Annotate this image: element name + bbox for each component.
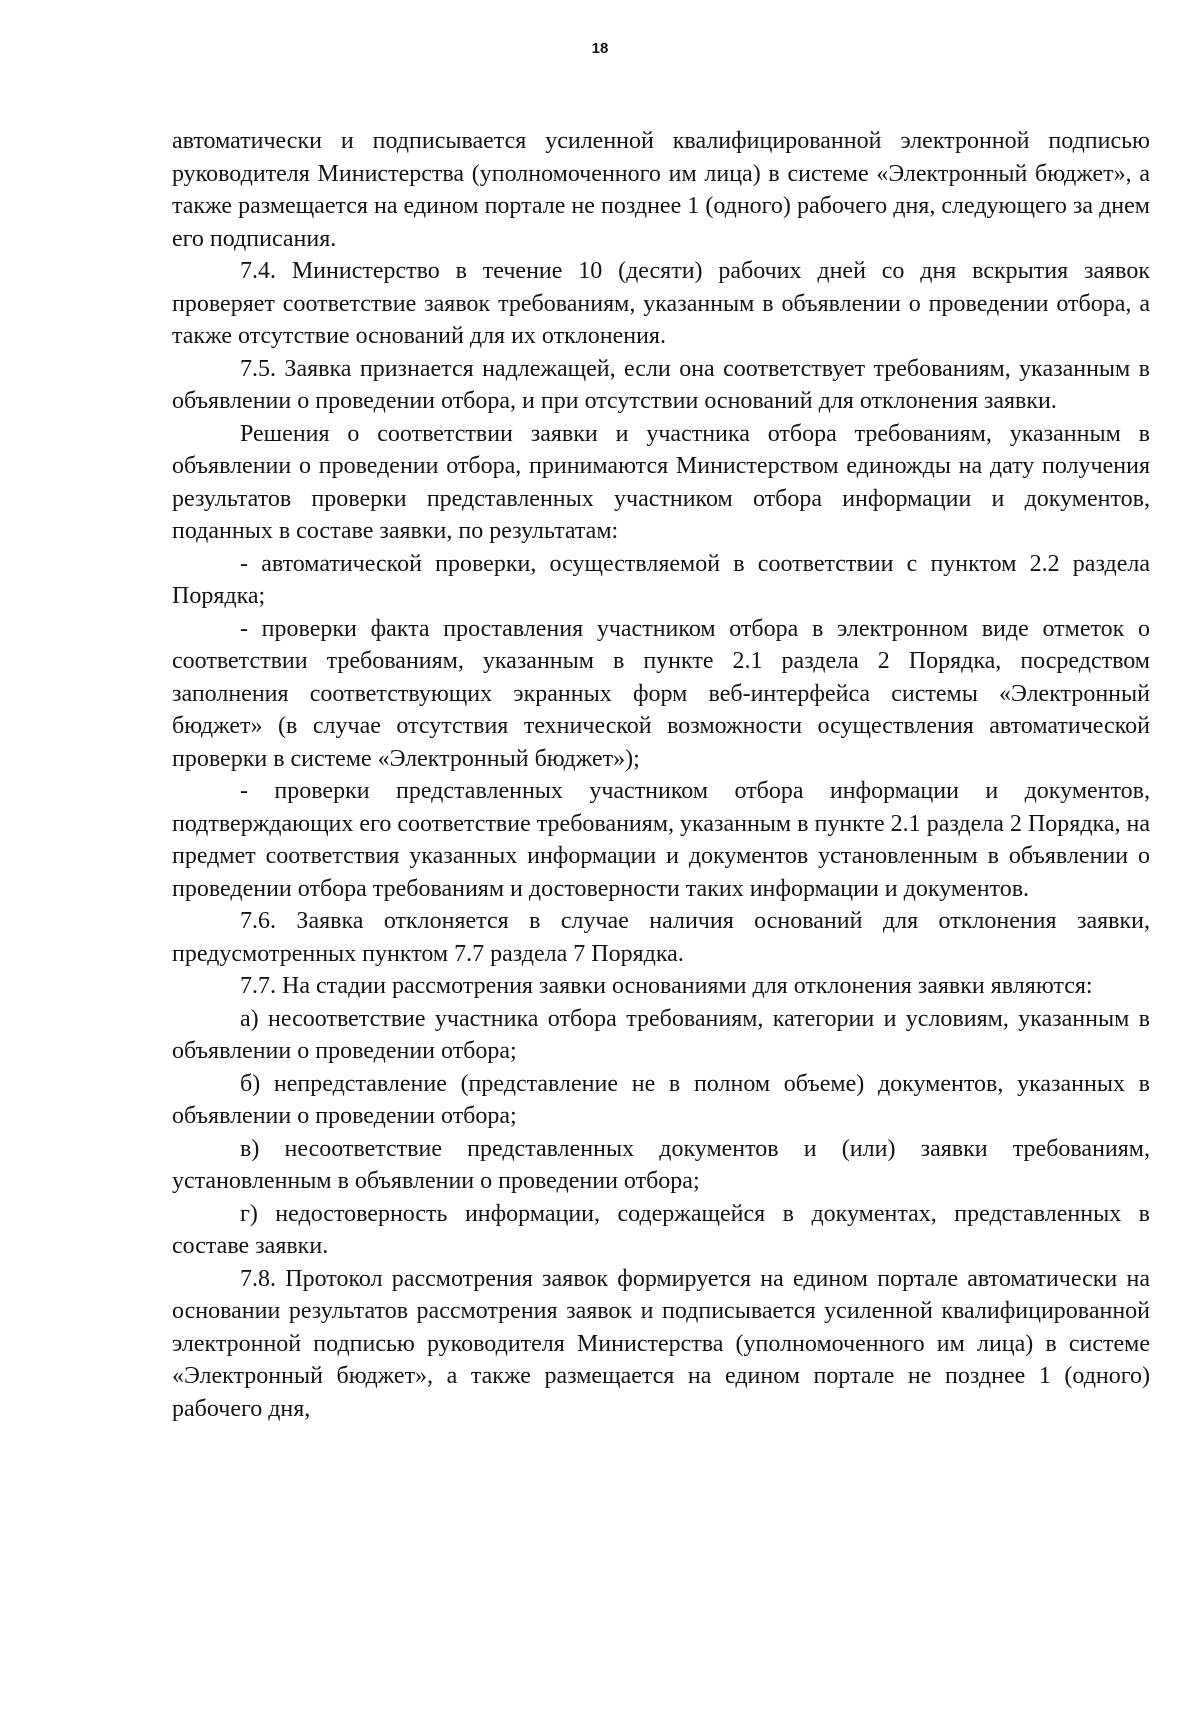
paragraph-continuation: автоматически и подписывается усиленной квалифицированной электронной подписью руководителя Министерства (уполномоченного им лица) в системе «Электронный бюджет», а также размещается на едином портале не позднее 1 (одного) рабочего дня, следующего за днем его подписания. [172,128,1150,252]
paragraph-7-6: 7.6. Заявка отклоняется в случае наличия оснований для отклонения заявки, предусмотренных пунктом 7.7 раздела 7 Порядка. [172,908,1150,967]
list-item-a: а) несоответствие участника отбора требованиям, категории и условиям, указанным в объявлении о проведении отбора; [172,1005,1150,1064]
list-item-automatic-check: - автоматической проверки, осуществляемой в соответствии с пунктом 2.2 раздела Порядка; [172,550,1150,609]
paragraph-7-4: 7.4. Министерство в течение 10 (десяти) рабочих дней со дня вскрытия заявок проверяет соответствие заявок требованиям, указанным в объявлении о проведении отбора, а также отсутствие оснований для их отклонения. [172,258,1150,349]
list-item-documents-check: - проверки представленных участником отбора информации и документов, подтверждающих его соответствие требованиям, указанным в пункте 2.1 раздела 2 Порядка, на предмет соответствия указанных информации и документов установленным в объявлении о проведении отбора требованиям и достоверности таких информации и документов. [172,778,1150,902]
list-item-g: г) недостоверность информации, содержащейся в документах, представленных в составе заявки. [172,1200,1150,1259]
paragraph-decisions: Решения о соответствии заявки и участника отбора требованиям, указанным в объявлении о проведении отбора, принимаются Министерством единожды на дату получения результатов проверки представленных участником отбора информации и документов, поданных в составе заявки, по результатам: [172,420,1150,544]
list-item-marks-check: - проверки факта проставления участником отбора в электронном виде отметок о соответствии требованиям, указанным в пункте 2.1 раздела 2 Порядка, посредством заполнения соответствующих экранных форм веб-интерфейса системы «Электронный бюджет» (в случае отсутствия технической возможности осуществления автоматической проверки в системе «Электронный бюджет»); [172,615,1150,772]
paragraph-7-5: 7.5. Заявка признается надлежащей, если она соответствует требованиям, указанным в объявлении о проведении отбора, и при отсутствии оснований для отклонения заявки. [172,355,1150,414]
paragraph-7-8: 7.8. Протокол рассмотрения заявок формируется на едином портале автоматически на основании результатов рассмотрения заявок и подписывается усиленной квалифицированной электронной подписью руководителя Министерства (уполномоченного им лица) в системе «Электронный бюджет», а также размещается на едином портале не позднее 1 (одного) рабочего дня, [172,1265,1150,1422]
document-body [172,125,1150,1425]
list-item-v: в) несоответствие представленных документов и (или) заявки требованиям, установленным в объявлении о проведении отбора; [172,1135,1150,1194]
list-item-b: б) непредставление (представление не в полном объеме) документов, указанных в объявлении о проведении отбора; [172,1070,1150,1129]
page-number: 18 [591,40,609,57]
paragraph-7-7: 7.7. На стадии рассмотрения заявки основаниями для отклонения заявки являются: [240,973,1093,999]
